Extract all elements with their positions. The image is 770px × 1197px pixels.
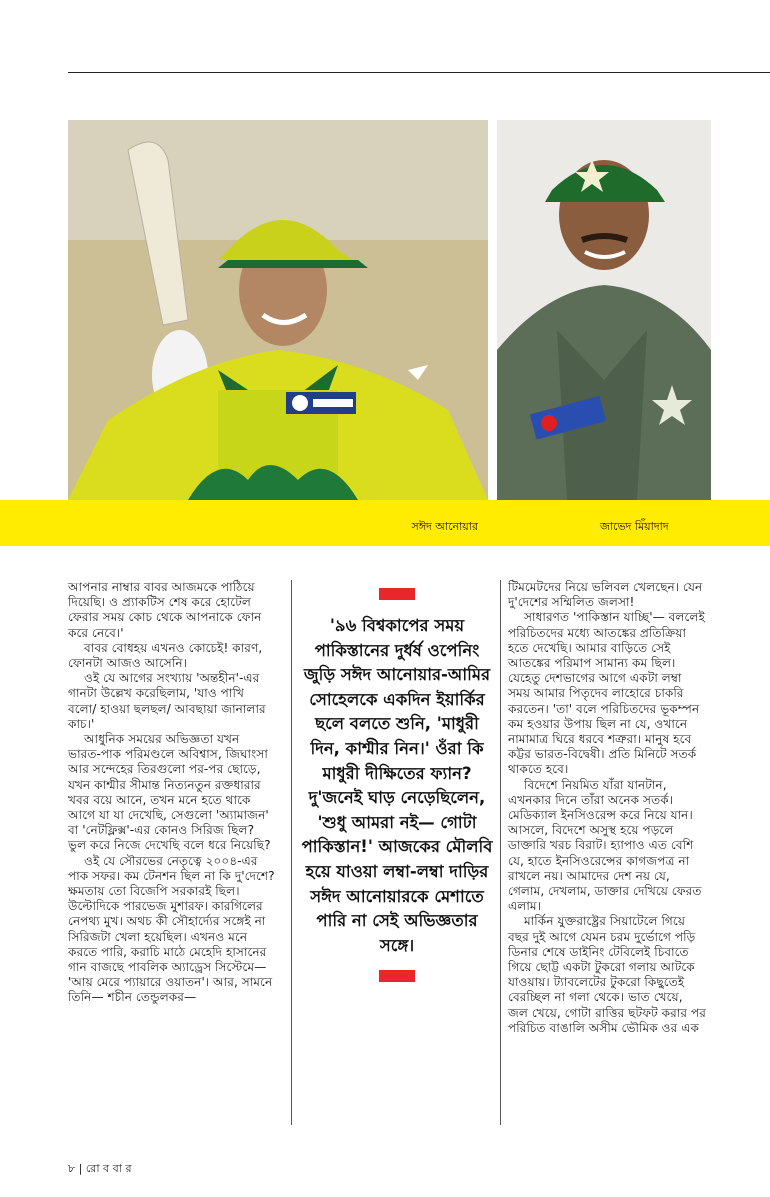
- photo-saeed-anwar: [68, 120, 488, 500]
- pull-quote-bar-bottom: [379, 970, 415, 982]
- article-column-right: [508, 580, 706, 1036]
- article-column-left: [68, 580, 276, 1006]
- pull-quote: [298, 580, 496, 996]
- photo-javed-miandad: [497, 120, 711, 500]
- saeed-anwar-illustration: [68, 120, 488, 500]
- column-divider: [500, 580, 501, 1125]
- paragraph: ওই যে আগের সংখ্যায় 'অন্তহীন'-এর গানটা উল্লেখ করেছিলাম, 'যাও পাখি বলো/ হাওয়া ছলছল/ আবছায়া জানালার কাচ।': [68, 671, 266, 731]
- javed-miandad-illustration: [497, 120, 711, 500]
- page-footer: ৮ | রো ব বা র: [68, 1162, 132, 1175]
- top-rule: [68, 72, 770, 73]
- caption-javed-miandad: জাভেদ মিঁয়াদাদ: [600, 520, 669, 533]
- paragraph: মার্কিন যুক্তরাষ্ট্রের সিয়াটেলে গিয়ে বছর দুই আগে যেমন চরম দুর্ভোগে পড়ি ডিনার শেষে ডাইনিং টেবিলেই চিবাতে গিয়ে ছোট্ট একটা টুকরো গলায় আটকে যাওয়ায়। ট্যাবলেটের টুকরো কিছুতেই বেরচ্ছিল না গলা থেকে। ভাত খেয়ে, জল খেয়ে, গোটা রাত্তির ছটফট করার পর পরিচিত বাঙালি অসীম ভৌমিক ওর এক: [508, 914, 706, 1035]
- pull-quote-text: '৯৬ বিশ্বকাপের সময় পাকিস্তানের দুর্ধর্ষ ওপেনিং জুড়ি সঈদ আনোয়ার-আমির সোহেলকে একদিন ইয়ার্কির ছলে বলতে শুনি, 'মাধুরী দিন, কাশ্মীর নিন।' ওঁরা কি মাধুরী দীক্ষিতের ফ্যান? দু'জনেই ঘাড় নেড়েছিলেন, 'শুধু আমরা নই— গোটা পাকিস্তান!' আজকের মৌলবি হয়ে যাওয়া লম্বা-লম্বা দাড়ির সঈদ আনোয়ারকে মেশাতে পারি না সেই অভিজ্ঞতার সঙ্গে।: [301, 616, 493, 955]
- paragraph: সাধারণত 'পাকিস্তান যাচ্ছি'— বললেই পরিচিতদের মধ্যে আতঙ্কের প্রতিক্রিয়া হতে দেখেছি। আমার বাড়িতে সেই আতঙ্কের পরিমাপ সামান্য কম ছিল। যেহেতু দেশভাগের আগে একটা লম্বা সময় আমার পিতৃদেব লাহোরে চাকরি করতেন। 'তা' বলে পরিচিতদের ভূকম্পন কম হওয়ার উপায় ছিল না যে, ওখানে নামামাত্র ঘিরে ধরবে শত্রুরা। মানুষ হবে কট্টর ভারত-বিদ্বেষী। প্রতি মিনিটে সতর্ক থাকতে হবে।: [508, 610, 705, 777]
- paragraph: বাবর বোধহয় এখনও কোচেই! কারণ, ফোনটা আজও আসেনি।: [68, 640, 263, 671]
- pull-quote-bar-top: [379, 588, 415, 600]
- column-divider: [291, 580, 292, 1125]
- paragraph: ওই যে সৌরভের নেতৃত্বে ২০০৪-এর পাক সফর। কম টেনশন ছিল না কি দু'দেশে? ক্ষমতায় তো বিজেপি সরকারই ছিল। উল্টোদিকে পারভেজ মুশারফ। কারগিলের নেপথ্য মুখ। অথচ কী সৌহার্দ্যের সঙ্গেই না সিরিজটা খেলা হয়েছিল। এখনও মনে করতে পারি, করাচি মাঠে মেহেদি হাসানের গান বাজছে পাবলিক অ্যাড্রেস সিস্টেমে— 'আয় মেরে প্যায়ারে ওয়াতন'। আর, সামনে তিনি— শচীন তেন্ডুলকর—: [68, 853, 275, 1005]
- paragraph: বিদেশে নিয়মিত যাঁরা যানটান, এখনকার দিনে তাঁরা অনেক সতর্ক। মেডিক্যাল ইনসিওরেন্স করে নিয়ে যান। আসলে, বিদেশে অসুস্থ হয়ে পড়লে ডাক্তারি খরচ বিরাট। হ্যাপাও এত বেশি যে, হাতে ইনসিওরেন্সের কাগজপত্র না রাখলে নয়। আমাদের দেশ নয় যে, গেলাম, দেখলাম, ডাক্তার দেখিয়ে ফেরত এলাম।: [508, 777, 702, 914]
- paragraph: আধুনিক সময়ের অভিজ্ঞতা যখন ভারত-পাক পরিমণ্ডলে অবিশ্বাস, জিঘাংসা আর সন্দেহের তিরগুলো পর-পর ছোড়ে, যখন কাশ্মীর সীমান্ত নিত্যনতুন রক্তধারার খবর বয়ে আনে, তখন মনে হতে থাকে আগে যা যা দেখেছি, সেগুলো 'অ্যামাজন' বা 'নেটফ্লিক্স'-এর কোনও সিরিজ ছিল? ভুল করে নিজে দেখেছি বলে ধরে নিয়েছি?: [68, 732, 271, 853]
- paragraph: আপনার নাম্বার বাবর আজমকে পাঠিয়ে দিয়েছি। ও প্র্যাকটিস শেষ করে হোটেল ফেরার সময় কোচ থেকে আপনাকে ফোন করে নেবে।': [68, 580, 262, 640]
- caption-saeed-anwar: সঈদ আনোয়ার: [411, 520, 478, 533]
- paragraph: টিমমেটদের নিয়ে ভলিবল খেলছেন। যেন দু'দেশের সম্মিলিত জলসা!: [508, 580, 703, 610]
